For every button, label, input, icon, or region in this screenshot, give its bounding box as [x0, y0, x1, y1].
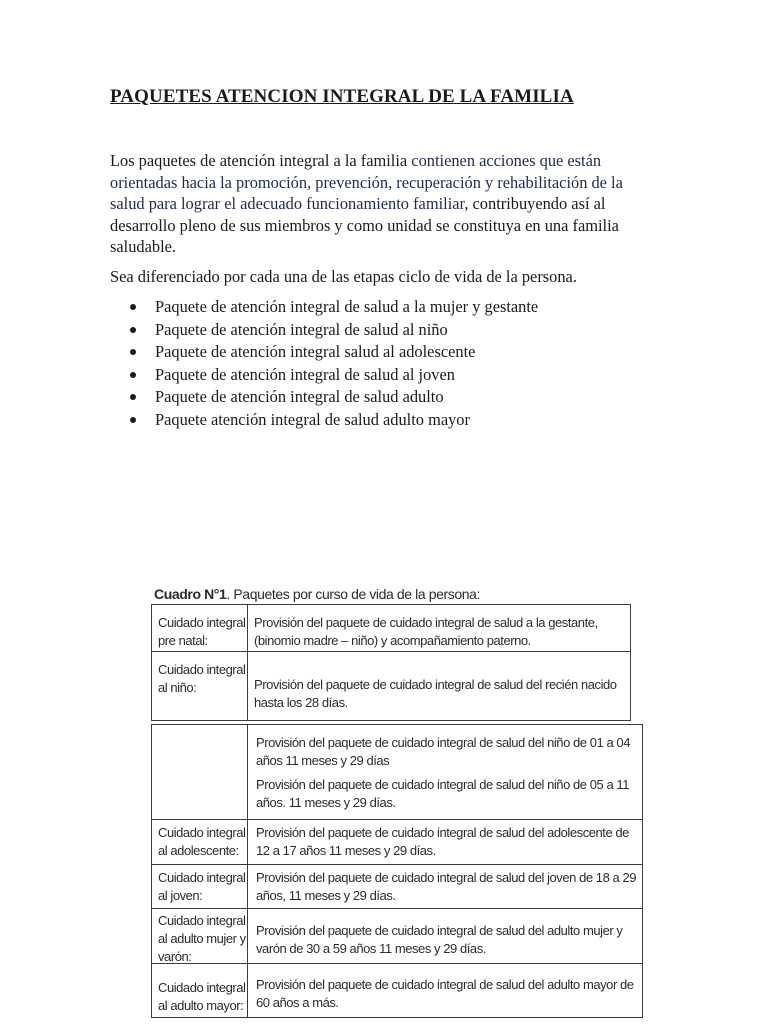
table-row-text: Provisión del paquete de cuidado integral de salud del adulto mayor de 60 años a más.	[256, 977, 634, 1010]
intro-text-start: Los paquetes de atención integral a la familia	[110, 151, 412, 170]
list-item-text: Paquete de atención integral de salud a la mujer y gestante	[155, 297, 539, 316]
table-caption	[154, 586, 480, 602]
table-row-text: Provisión del paquete de cuidado integral de salud del adulto mujer y varón de 30 a 59 años 11 meses y 29 días.	[256, 923, 623, 956]
table-row-label: Cuidado integral al adulto mayor:	[158, 980, 246, 1013]
bullet-icon	[130, 349, 136, 355]
list-item-text: Paquete de atención integral de salud al joven	[155, 364, 455, 384]
bullet-icon	[130, 304, 136, 310]
table-row-text: Provisión del paquete de cuidado integral de salud del niño de 01 a 04 años 11 meses y 29 días	[256, 735, 630, 768]
table-row-label: Cuidado integral al joven:	[158, 870, 246, 903]
subtitle-paragraph: Sea diferenciado por cada una de las etapas ciclo de vida de la persona.	[110, 267, 577, 286]
table-caption-text: . Paquetes por curso de vida de la persona:	[226, 586, 481, 602]
bullet-icon	[130, 327, 136, 333]
list-item	[130, 319, 538, 342]
list-item-text: Paquete de atención integral de salud adulto	[155, 387, 444, 407]
list-item	[130, 409, 538, 432]
list-item-text: Paquete de atención integral salud al adolescente	[155, 342, 476, 362]
table-row-text: Provisión del paquete de cuidado integral de salud del niño de 05 a 11 años. 11 meses y 29 días.	[256, 777, 630, 810]
table-caption-number: Cuadro N°1	[154, 586, 227, 602]
intro-paragraph	[110, 150, 660, 258]
list-item	[130, 364, 538, 387]
bullet-icon	[130, 394, 136, 400]
list-item-text: Paquete atención integral de salud adulto mayor	[155, 409, 470, 429]
bullet-icon	[130, 417, 136, 423]
page-title: PAQUETES ATENCION INTEGRAL DE LA FAMILIA	[110, 86, 574, 107]
list-item-text: Paquete de atención integral de salud al niño	[155, 319, 448, 339]
intro-text-end: , contribuyendo así al desarrollo pleno de sus miembros y como unidad se constituya en una familia saludable.	[110, 194, 619, 257]
package-list	[130, 296, 538, 432]
table-row-text: Provisión del paquete de cuidado integral de salud a la gestante, (binomio madre – niño) y acompañamiento paterno.	[254, 615, 598, 648]
table-row-label: Cuidado integral al adulto mujer y varón:	[158, 913, 246, 964]
list-item	[130, 296, 538, 319]
intro-text-highlight: contienen acciones que están orientadas hacia la promoción, prevención, recuperación y rehabilitación de la salud para lograr el adecuado funcionamiento familiar	[110, 151, 623, 214]
list-item	[130, 341, 538, 364]
table-row-label: Cuidado integral al niño:	[158, 662, 246, 695]
table-row-text: Provisión del paquete de cuidado integral de salud del adolescente de 12 a 17 años 11 meses y 29 días.	[256, 825, 629, 858]
table-row-label: Cuidado integral al adolescente:	[158, 825, 246, 858]
list-item	[130, 386, 538, 409]
table-row-text: Provisión del paquete de cuidado integral de salud del joven de 18 a 29 años, 11 meses y 29 días.	[256, 870, 637, 903]
bullet-icon	[130, 372, 136, 378]
table-row-label: Cuidado integral pre natal:	[158, 615, 246, 648]
table-row-text: Provisión del paquete de cuidado integral de salud del recién nacido hasta los 28 días.	[254, 677, 617, 710]
